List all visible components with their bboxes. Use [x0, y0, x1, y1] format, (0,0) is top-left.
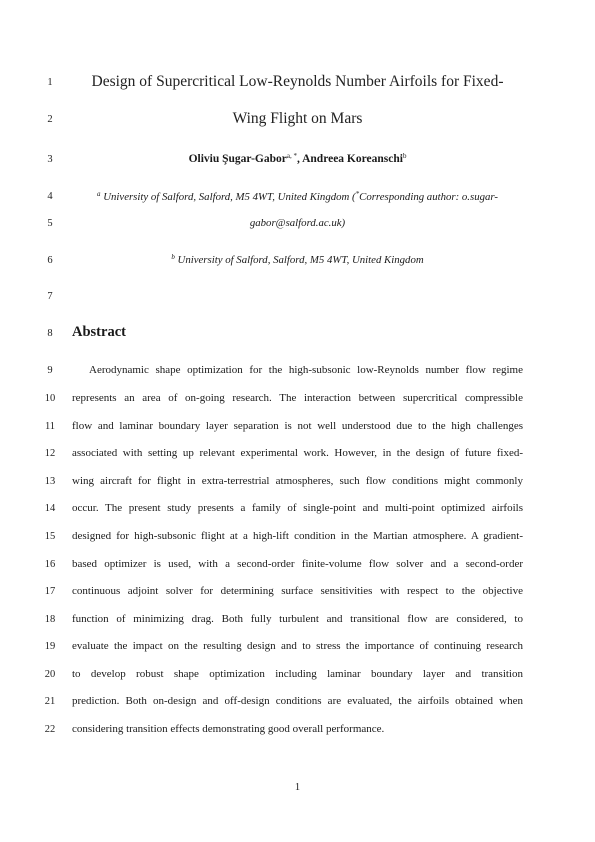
- line-number: 8: [47, 328, 53, 339]
- corresponding-author-text: Corresponding author: o.sugar-: [359, 191, 498, 203]
- abstract-line: wing aircraft for flight in extra-terrestrial atmospheres, such flow conditions might commonly: [72, 475, 523, 487]
- affiliation-marker: b: [171, 253, 175, 261]
- affiliation-text: University of Salford, Salford, M5 4WT, United Kingdom (: [103, 191, 356, 203]
- affiliation-a: [72, 190, 523, 203]
- line-number: 14: [44, 503, 56, 514]
- line-number: 12: [44, 448, 56, 459]
- abstract-line: associated with setting up relevant experimental work. However, in the design of future fixed-: [72, 447, 523, 459]
- line-number: 15: [44, 531, 56, 542]
- abstract-line: continuous adjoint solver for determining surface sensitivities with respect to the objective: [72, 585, 523, 597]
- abstract-line: to develop robust shape optimization including laminar boundary layer and transition: [72, 668, 523, 680]
- line-number: 7: [47, 291, 53, 302]
- paper-title-line-2: Wing Flight on Mars: [232, 110, 363, 127]
- line-number: 13: [44, 476, 56, 487]
- line-number: 20: [44, 669, 56, 680]
- line-number: 18: [44, 614, 56, 625]
- line-number: 9: [47, 365, 53, 376]
- line-number: 11: [44, 421, 56, 432]
- abstract-line: based optimizer is used, with a second-order finite-volume flow solver and a second-order: [72, 558, 523, 570]
- author-list: [72, 152, 523, 165]
- author-name: Andreea Koreanschi: [302, 153, 403, 165]
- paper-title-line-1: Design of Supercritical Low-Reynolds Number Airfoils for Fixed-: [91, 73, 504, 90]
- affiliation-a-line-2: gabor@salford.ac.uk): [249, 217, 346, 229]
- line-number: 6: [47, 255, 53, 266]
- abstract-line: function of minimizing drag. Both fully turbulent and transitional flow are considered, to: [72, 613, 523, 625]
- author-separator: ,: [296, 153, 303, 165]
- affiliation-text: University of Salford, Salford, M5 4WT, United Kingdom: [177, 254, 424, 266]
- abstract-line: represents an area of on-going research. The interaction between supercritical compressible: [72, 392, 523, 404]
- line-number: 19: [44, 641, 56, 652]
- line-number: 17: [44, 586, 56, 597]
- corresponding-marker: *: [355, 190, 360, 198]
- abstract-line: flow and laminar boundary layer separation is not well understood due to the high challenges: [72, 420, 523, 432]
- abstract-line: evaluate the impact on the resulting design and to stress the importance of continuing research: [72, 640, 523, 652]
- line-number: 2: [47, 114, 53, 125]
- affiliation-marker: a: [97, 190, 101, 198]
- abstract-line: prediction. Both on-design and off-design conditions are evaluated, the airfoils obtained when: [72, 695, 523, 707]
- page-number: 1: [294, 782, 301, 793]
- line-number: 22: [44, 724, 56, 735]
- abstract-line: occur. The present study presents a family of single-point and multi-point optimized airfoils: [72, 502, 523, 514]
- abstract-line: designed for high-subsonic flight at a high-lift condition in the Martian atmosphere. A gradient-: [72, 530, 523, 542]
- line-number: 5: [47, 218, 53, 229]
- author-name: Oliviu Şugar-Gabor: [188, 153, 287, 165]
- line-number: 16: [44, 559, 56, 570]
- line-number: 4: [47, 191, 53, 202]
- abstract-line: Aerodynamic shape optimization for the high-subsonic low-Reynolds number flow regime: [89, 364, 523, 376]
- line-number: 1: [47, 77, 53, 88]
- affiliation-marker: a, *: [286, 152, 297, 160]
- affiliation-marker: b: [402, 152, 407, 160]
- line-number: 3: [47, 154, 53, 165]
- abstract-line: considering transition effects demonstrating good overall performance.: [72, 723, 385, 735]
- line-number: 10: [44, 393, 56, 404]
- line-number: 21: [44, 696, 56, 707]
- abstract-heading: Abstract: [72, 324, 126, 340]
- affiliation-b: [72, 253, 523, 266]
